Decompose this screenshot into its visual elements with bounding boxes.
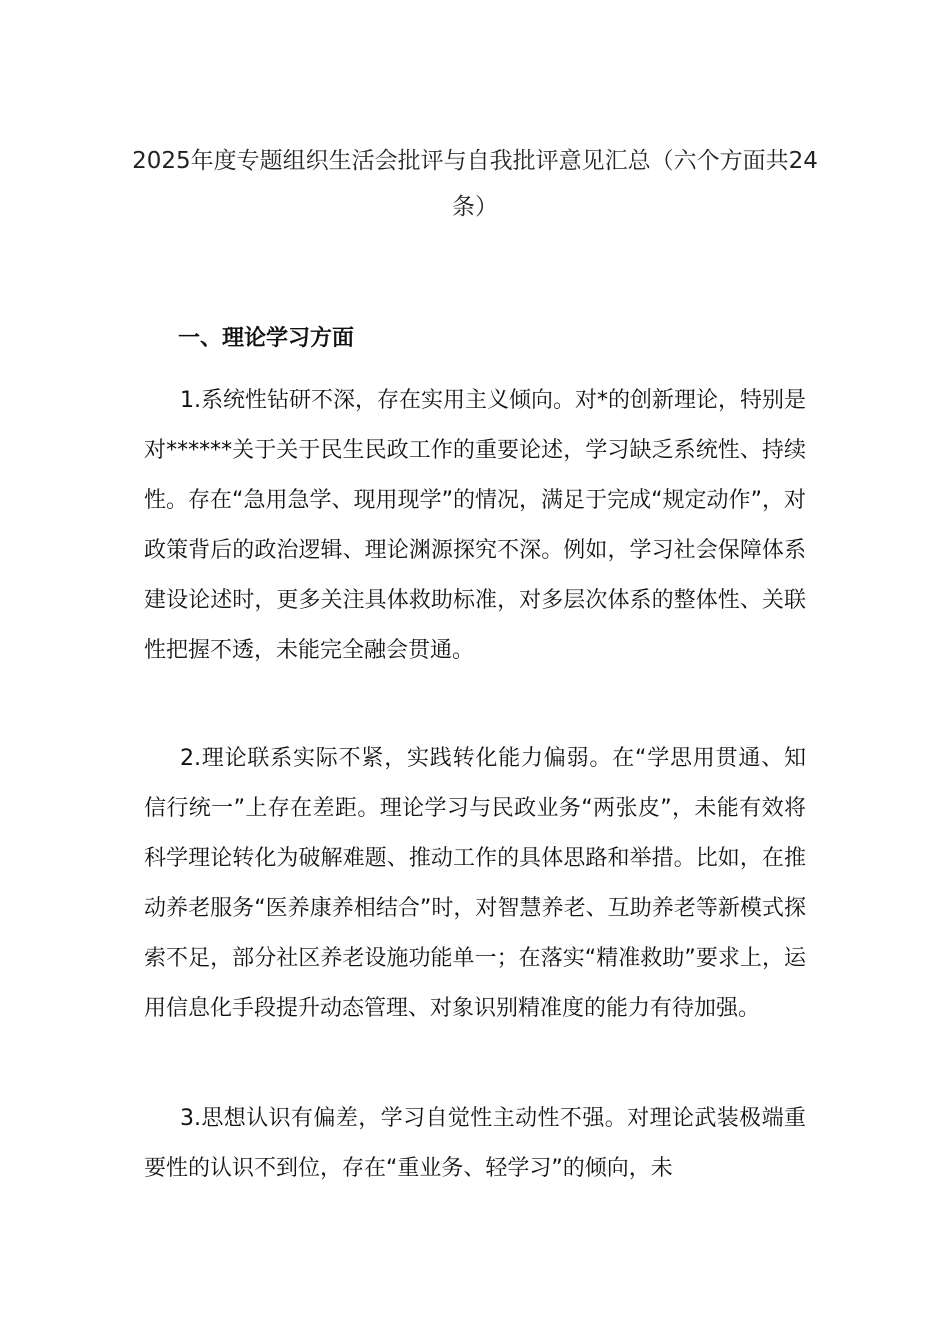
paragraph-item-2: 2.理论联系实际不紧，实践转化能力偏弱。在“学思用贯通、知信行统一”上存在差距。理论学习与民政业务“两张皮”，未能有效将科学理论转化为破解难题、推动工作的具体思路和举措。比如，在推动养老服务“医养康养相结合”时，对智慧养老、互助养老等新模式探索不足，部分社区养老设施功能单一；在落实“精准救助”要求上，运用信息化手段提升动态管理、对象识别精准度的能力有待加强。 (144, 746, 806, 1021)
paragraph-item-3: 3.思想认识有偏差，学习自觉性主动性不强。对理论武装极端重要性的认识不到位，存在“重业务、轻学习”的倾向，未 (144, 1106, 806, 1181)
document-title: 2025年度专题组织生活会批评与自我批评意见汇总（六个方面共24条） (132, 148, 818, 220)
section-heading-theory-study: 一、理论学习方面 (178, 326, 355, 351)
paragraph-item-1: 1.系统性钻研不深，存在实用主义倾向。对*的创新理论，特别是对******关于关于民生民政工作的重要论述，学习缺乏系统性、持续性。存在“急用急学、现用现学”的情况，满足于完成“规定动作”，对政策背后的政治逻辑、理论渊源探究不深。例如，学习社会保障体系建设论述时，更多关注具体救助标准，对多层次体系的整体性、关联性把握不透，未能完全融会贯通。 (144, 388, 806, 663)
